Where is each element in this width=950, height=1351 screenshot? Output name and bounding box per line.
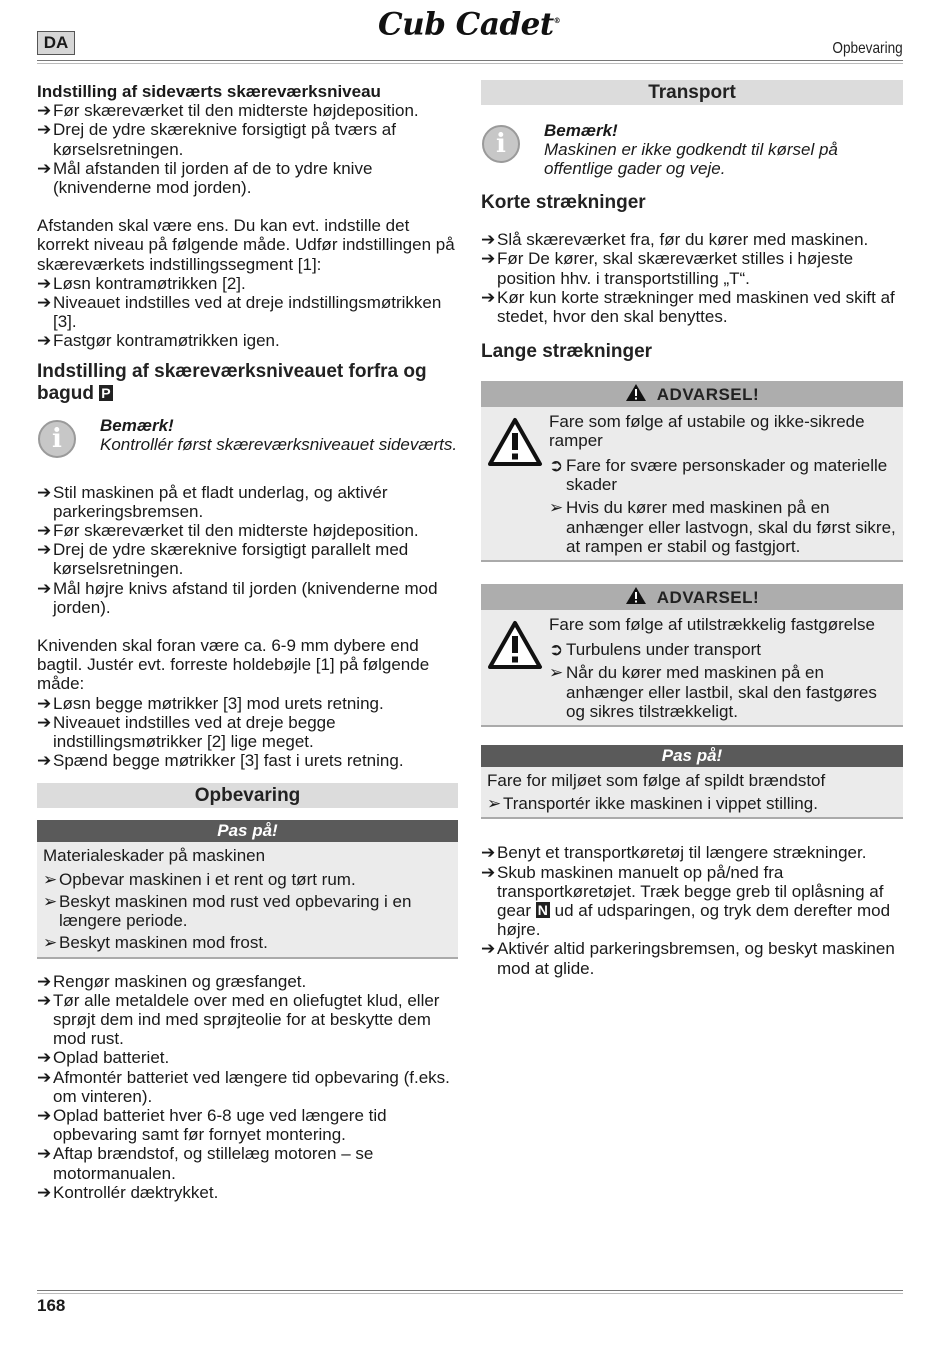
curved-arrow-icon: ➲: [549, 456, 564, 476]
caution-title: Pas på!: [481, 745, 903, 767]
front-steps: [37, 483, 458, 617]
arrow-icon: ➔: [37, 120, 52, 140]
chevron-right-icon: ➢: [549, 663, 564, 683]
arrow-icon: ➔: [481, 287, 496, 307]
arrow-icon: ➔: [481, 939, 496, 959]
warning-triangle-icon: [625, 586, 647, 605]
arrow-icon: ➔: [37, 158, 52, 178]
warning-consequence: ➲ Turbulens under transport: [549, 640, 761, 660]
arrow-icon: ➔: [37, 540, 52, 560]
caution-body: [481, 767, 903, 817]
list-item: ➔ Kontrollér dæktrykket.: [37, 1182, 219, 1202]
warning-body: [481, 610, 903, 725]
warning-action: ➢ Hvis du kører med maskinen på en anhænger eller lastvogn, skal du først sikre, at rampen er stabil og fastgjort.: [549, 498, 896, 556]
info-icon: i: [38, 420, 76, 458]
arrow-icon: ➔: [37, 482, 52, 502]
list-item: ➔ Mål afstanden til jorden af de to ydre knive (knivenderne mod jorden).: [37, 158, 373, 198]
heading-front-back-level: Indstilling af skæreværksniveauet forfra og bagud P: [37, 360, 427, 405]
chevron-right-icon: ➢: [43, 891, 58, 911]
arrow-icon: ➔: [37, 521, 52, 541]
warning-triangle-icon: [487, 620, 543, 670]
list-item: ➔ Fastgør kontramøtrikken igen.: [37, 331, 280, 351]
arrow-icon: ➔: [481, 249, 496, 269]
arrow-icon: ➔: [37, 971, 52, 991]
list-item: ➔ Benyt et transportkøretøj til længere strækninger.: [481, 843, 867, 863]
caution-body: [37, 842, 458, 956]
arrow-icon: ➔: [481, 862, 496, 882]
list-item: ➔ Oplad batteriet.: [37, 1048, 170, 1068]
page-number: 168: [37, 1296, 66, 1315]
arrow-icon: ➔: [37, 693, 52, 713]
header-rule: [37, 60, 903, 61]
warning-title-bar: ADVARSEL!: [481, 584, 903, 610]
list-item: ➔ Drej de ydre skæreknive forsigtigt parallelt med kørselsretningen.: [37, 540, 409, 579]
caution-list: [487, 794, 897, 813]
note-text: Maskinen er ikke godkendt til kørsel på offentlige gader og veje.: [544, 140, 838, 179]
arrow-icon: ➔: [481, 230, 496, 250]
caution-box: [37, 820, 458, 958]
caution-lead: Fare for miljøet som følge af spildt brændstof: [487, 771, 826, 791]
note-title: Bemærk!: [100, 415, 174, 435]
warning-triangle-icon: [487, 417, 543, 467]
list-item: ➔ Niveauet indstilles ved at dreje indstillingsmøtrikken [3].: [37, 293, 442, 332]
left-column: [37, 82, 458, 1202]
list-item: ➔ Skub maskinen manuelt op på/ned fra transportkøretøjet. Træk begge greb til oplåsning af gear N ud af udsparingen, og tryk dem derefter mod højre.: [481, 862, 891, 940]
heading-long-distances: Lange strækninger: [481, 341, 653, 363]
warning-list: [549, 456, 897, 556]
storage-steps: [37, 972, 458, 1202]
list-item: ➔ Oplad batteriet hver 6-8 uge ved længere tid opbevaring samt før fornyet montering.: [37, 1105, 387, 1145]
neutral-gear-badge: N: [537, 902, 548, 919]
list-item: ➔ Rengør maskinen og græsfanget.: [37, 971, 307, 991]
arrow-icon: ➔: [37, 273, 52, 293]
list-item: ➔ Før skæreværket til den midterste højdeposition.: [37, 101, 419, 121]
warning-box: [481, 584, 903, 727]
arrow-icon: ➔: [481, 843, 496, 863]
arrow-icon: ➔: [37, 1048, 52, 1068]
info-icon: i: [482, 125, 520, 163]
arrow-icon: ➔: [37, 751, 52, 771]
chevron-right-icon: ➢: [43, 933, 58, 953]
list-item: ➔ Drej de ydre skæreknive forsigtigt på tværs af kørselsretningen.: [37, 120, 396, 159]
list-item: ➔ Mål højre knivs afstand til jorden (knivenderne mod jorden).: [37, 578, 438, 617]
sideways-adjust-steps: [37, 274, 458, 351]
note-box: [481, 121, 903, 179]
arrow-icon: ➔: [37, 1105, 52, 1125]
arrow-icon: ➔: [37, 712, 52, 732]
warning-triangle-icon: [625, 383, 647, 402]
warning-action: ➢ Når du kører med maskinen på en anhænger eller lastbil, skal den fastgøres og sikres tilstrækkeligt.: [549, 663, 877, 721]
warning-list: [549, 640, 897, 721]
warning-lead: Fare som følge af utilstrækkelig fastgørelse: [549, 615, 875, 635]
chevron-right-icon: ➢: [487, 794, 502, 814]
list-item: ➔ Afmontér batteriet ved længere tid opbevaring (f.eks. om vinteren).: [37, 1067, 450, 1106]
arrow-icon: ➔: [37, 1144, 52, 1164]
language-badge: DA: [37, 31, 75, 55]
arrow-icon: ➔: [37, 293, 52, 313]
caution-lead: Materialeskader på maskinen: [43, 846, 266, 866]
arrow-icon: ➔: [37, 101, 52, 121]
list-item: ➢ Beskyt maskinen mod frost.: [43, 933, 268, 953]
parking-badge: P: [101, 385, 111, 402]
list-item: ➔ Aktivér altid parkeringsbremsen, og beskyt maskinen mod at glide.: [481, 939, 895, 978]
list-item: ➔ Løsn kontramøtrikken [2].: [37, 273, 246, 293]
note-title: Bemærk!: [544, 121, 618, 140]
section-band-storage: Opbevaring: [37, 783, 458, 808]
warning-box: [481, 381, 903, 562]
list-item: ➔ Slå skæreværket fra, før du kører med maskinen.: [481, 230, 869, 250]
caution-title: Pas på!: [37, 820, 458, 842]
list-item: ➔ Kør kun korte strækninger med maskinen ved skift af stedet, hvor den skal benyttes.: [481, 287, 895, 326]
warning-body: [481, 407, 903, 560]
list-item: ➔ Aftap brændstof, og stillelæg motoren – se motormanualen.: [37, 1144, 374, 1183]
curved-arrow-icon: ➲: [549, 640, 564, 660]
list-item: ➔ Før skæreværket til den midterste højdeposition.: [37, 521, 419, 541]
note-box: [37, 416, 458, 464]
caution-box: [481, 745, 903, 819]
list-item: ➢ Opbevar maskinen i et rent og tørt rum.: [43, 869, 356, 889]
long-steps: [481, 843, 903, 977]
list-item: ➔ Niveauet indstilles ved at dreje begge indstillingsmøtrikker [2] lige meget.: [37, 712, 336, 752]
heading-sideways-level: Indstilling af sideværts skæreværksniveau: [37, 82, 381, 101]
heading-short-distances: Korte strækninger: [481, 191, 646, 213]
footer-rule-secondary: [37, 1293, 903, 1294]
short-steps: [481, 230, 903, 326]
list-item: ➔ Løsn begge møtrikker [3] mod urets retning.: [37, 693, 384, 713]
arrow-icon: ➔: [37, 990, 52, 1010]
caution-list: [43, 870, 452, 953]
chevron-right-icon: ➢: [43, 869, 58, 889]
list-item: ➢ Beskyt maskinen mod rust ved opbevaring i en længere periode.: [43, 891, 412, 931]
section-label: Opbevaring: [832, 40, 903, 57]
list-item: ➔ Tør alle metaldele over med en oliefugtet klud, eller sprøjt dem ind med sprøjteolie for at beskytte dem mod rust.: [37, 990, 440, 1049]
warning-title-bar: ADVARSEL!: [481, 381, 903, 407]
warning-consequence: ➲ Fare for svære personskader og materielle skader: [549, 456, 888, 495]
section-band-transport: Transport: [481, 80, 903, 105]
arrow-icon: ➔: [37, 331, 52, 351]
warning-lead: Fare som følge af ustabile og ikke-sikrede ramper: [549, 411, 865, 450]
header-rule-secondary: [37, 63, 903, 64]
footer-rule: [37, 1290, 903, 1291]
note-text: Kontrollér først skæreværksniveauet sideværts.: [100, 434, 458, 454]
arrow-icon: ➔: [37, 1067, 52, 1087]
front-adjust-steps: [37, 694, 458, 771]
arrow-icon: ➔: [37, 578, 52, 598]
front-paragraph: Knivenden skal foran være ca. 6-9 mm dybere end bagtil. Justér evt. forreste holdebøjle [1] på følgende måde:: [37, 636, 430, 694]
list-item: ➔ Før De kører, skal skæreværket stilles i højeste position hhv. i transportstilling „T“.: [481, 249, 854, 288]
arrow-icon: ➔: [37, 1182, 52, 1202]
list-item: ➔ Spænd begge møtrikker [3] fast i urets retning.: [37, 751, 404, 771]
chevron-right-icon: ➢: [549, 498, 564, 518]
brand-logo: Cub Cadet®: [378, 6, 561, 43]
list-item: ➢ Transportér ikke maskinen i vippet stilling.: [487, 794, 818, 814]
right-column: [481, 80, 903, 978]
sideways-steps: [37, 101, 458, 197]
list-item: ➔ Stil maskinen på et fladt underlag, og aktivér parkeringsbremsen.: [37, 482, 388, 521]
sideways-paragraph: Afstanden skal være ens. Du kan evt. indstille det korrekt niveau på følgende måde. Udfør indstillingen på skæreværkets indstillingssegment [1]:: [37, 216, 455, 274]
